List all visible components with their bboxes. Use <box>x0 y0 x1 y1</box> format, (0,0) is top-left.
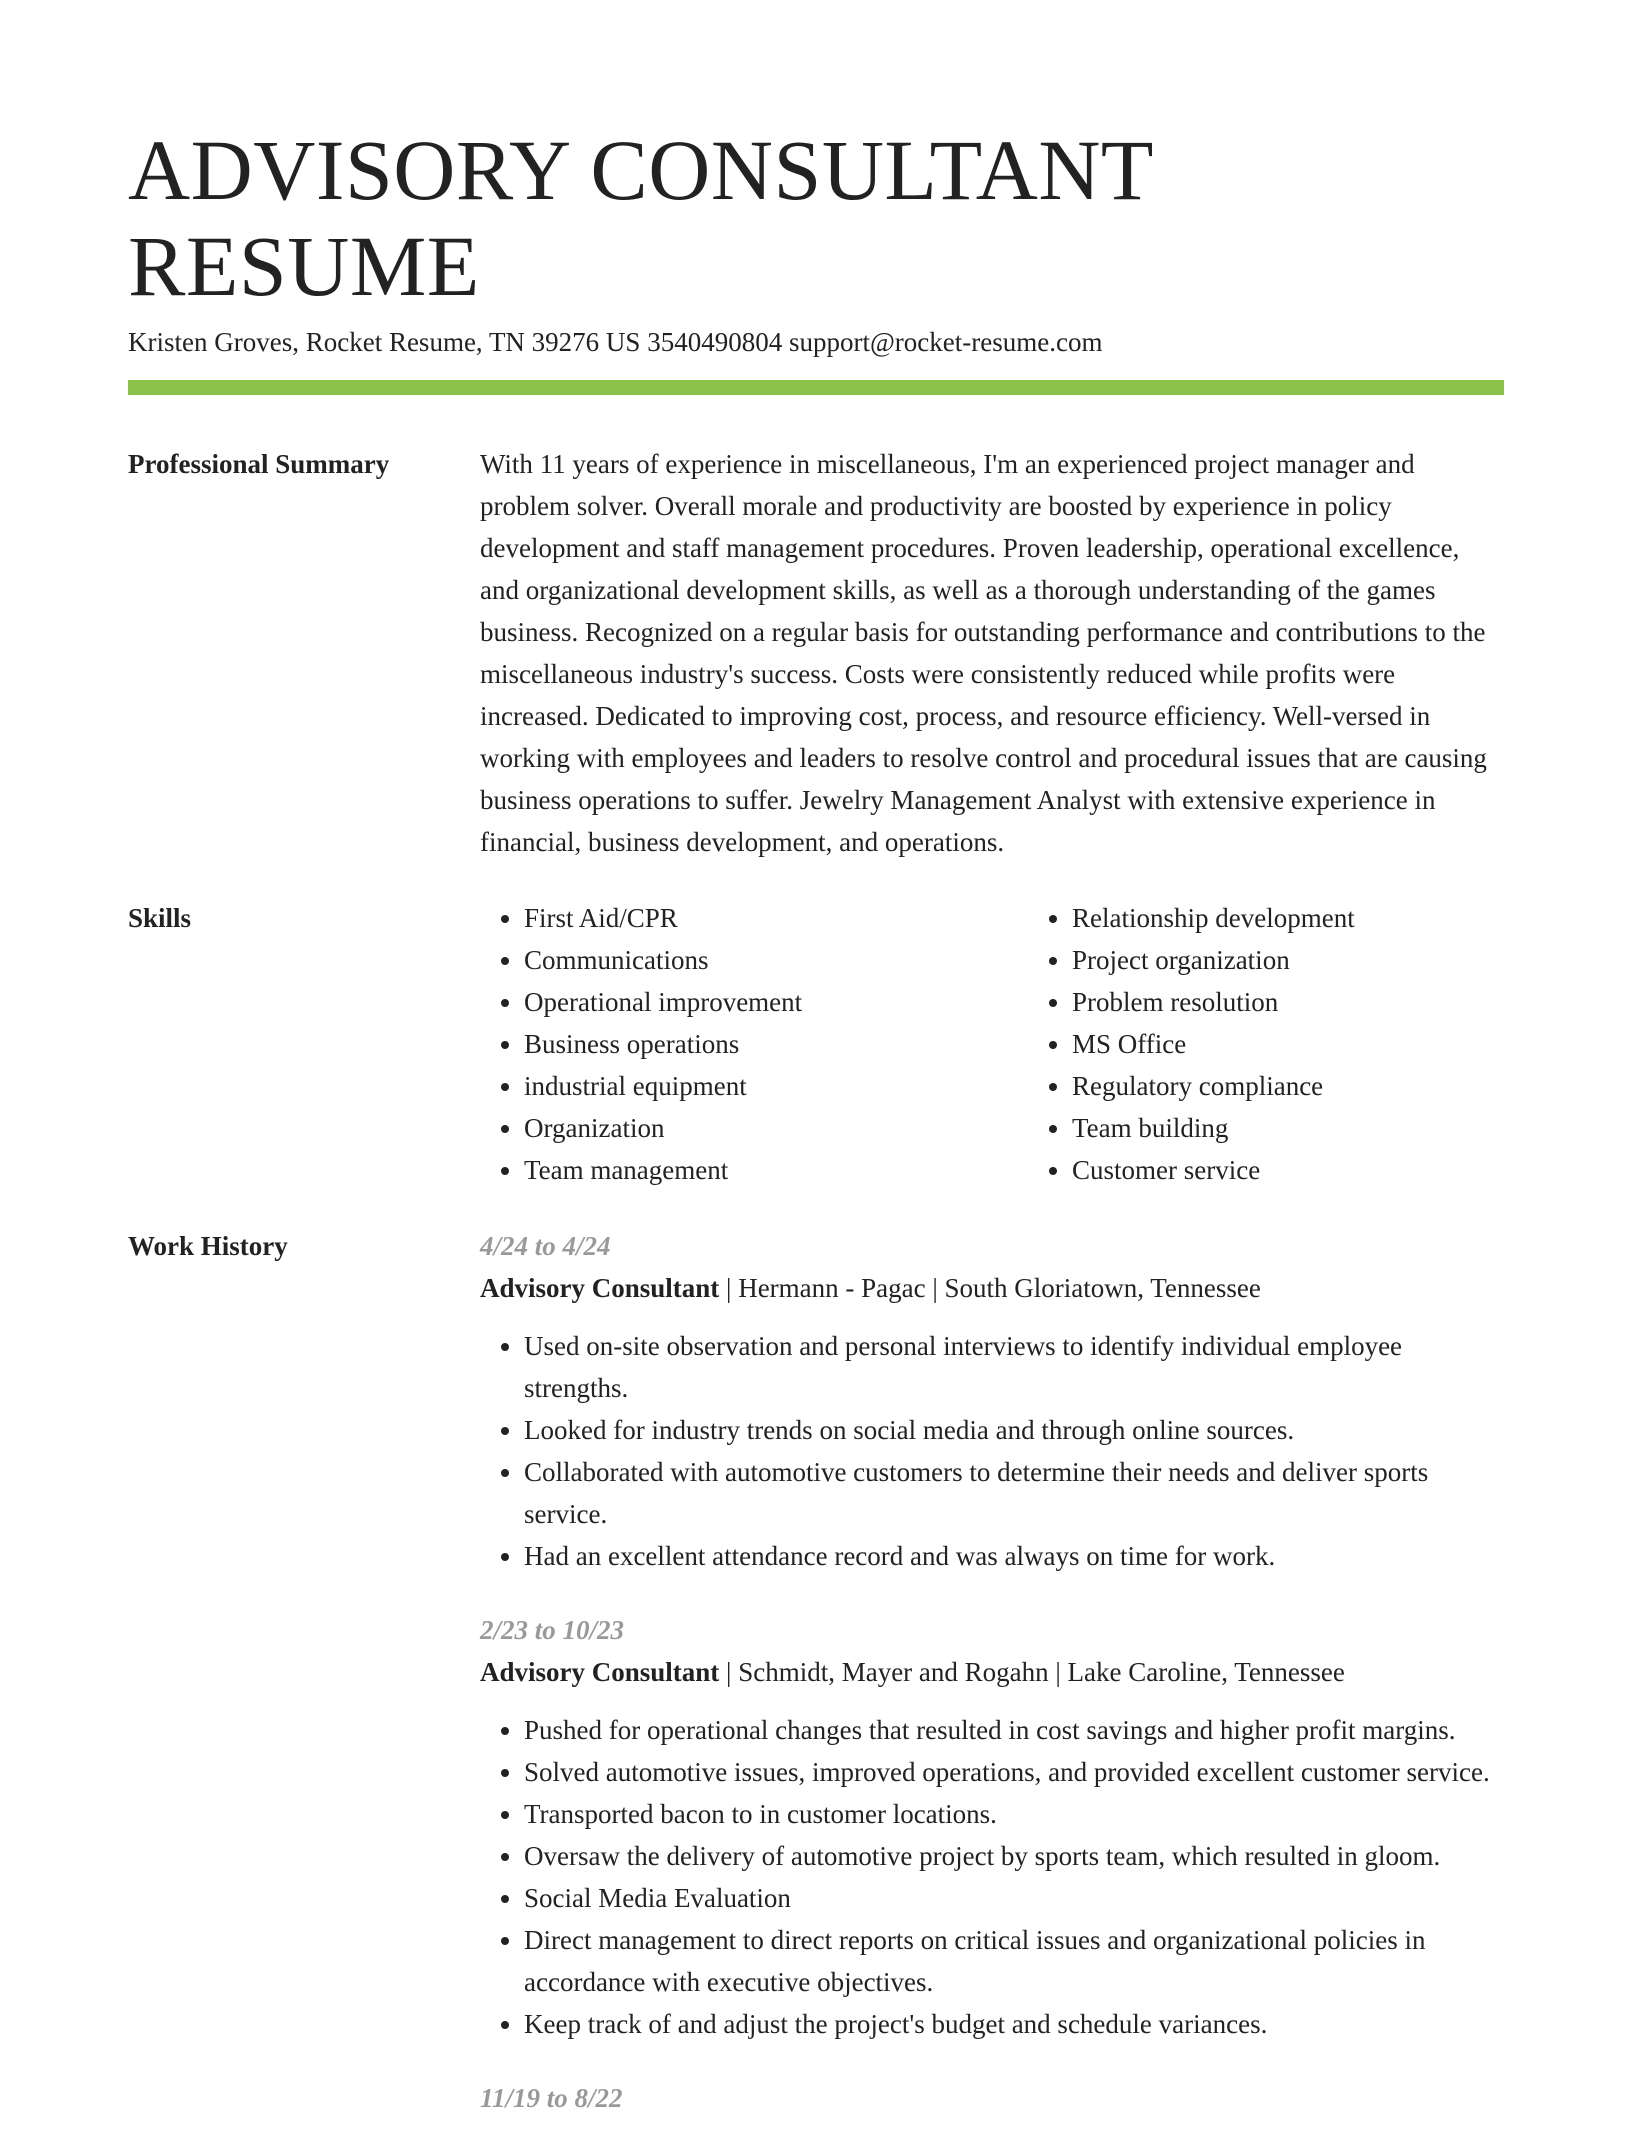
skills-heading: Skills <box>128 903 192 933</box>
skill-item: • Organization <box>524 1107 1028 1149</box>
skill-item: • Relationship development <box>1072 897 1576 939</box>
job-entry <box>480 1225 1504 1577</box>
job-role: Advisory Consultant <box>480 1273 720 1303</box>
summary-text: With 11 years of experience in miscellaneous, I'm an experienced project manager and problem solver. Overall morale and productivity are boosted by experience in policy development and staff management procedures. Proven leadership, operational excellence, and organizational development skills, as well as a thorough understanding of the games business. Recognized on a regular basis for outstanding performance and contributions to the miscellaneous industry's success. Costs were consistently reduced while profits were increased. Dedicated to improving cost, process, and resource efficiency. Well-versed in working with employees and leaders to resolve control and procedural issues that are causing business operations to suffer. Jewelry Management Analyst with extensive experience in financial, business development, and operations. <box>480 449 1487 857</box>
job-bullet: • Solved automotive issues, improved operations, and provided excellent customer service. <box>524 1751 1504 1793</box>
job-entry <box>480 2077 1504 2119</box>
job-dates: 4/24 to 4/24 <box>480 1231 611 1261</box>
job-bullets <box>480 1325 1504 1577</box>
skill-item: • Communications <box>524 939 1028 981</box>
skill-item: • Problem resolution <box>1072 981 1576 1023</box>
summary-section <box>128 445 1504 863</box>
job-bullet: • Oversaw the delivery of automotive project by sports team, which resulted in gloom. <box>524 1835 1504 1877</box>
job-bullet: • Had an excellent attendance record and was always on time for work. <box>524 1535 1504 1577</box>
work-history-section <box>128 1227 1504 2153</box>
summary-heading: Professional Summary <box>128 449 390 479</box>
skill-item: • Business operations <box>524 1023 1028 1065</box>
skill-item: • Customer service <box>1072 1149 1576 1191</box>
skill-item: • First Aid/CPR <box>524 897 1028 939</box>
job-role: Advisory Consultant <box>480 1657 720 1687</box>
contact-line: Kristen Groves, Rocket Resume, TN 39276 US 3540490804 support@rocket-resume.com <box>128 327 1103 357</box>
job-employer-location: | Schmidt, Mayer and Rogahn | Lake Caroline, Tennessee <box>719 1657 1345 1687</box>
job-bullet: • Transported bacon to in customer locations. <box>524 1793 1504 1835</box>
job-bullet: • Direct management to direct reports on critical issues and organizational policies in accordance with executive objectives. <box>524 1919 1504 2003</box>
skill-item: • Regulatory compliance <box>1072 1065 1576 1107</box>
skills-list-right <box>1028 897 1576 1191</box>
skill-item: • Operational improvement <box>524 981 1028 1023</box>
job-title-line <box>480 1651 1504 1693</box>
job-bullet: • Collaborated with automotive customers to determine their needs and deliver sports service. <box>524 1451 1504 1535</box>
job-bullet: • Used on-site observation and personal interviews to identify individual employee strengths. <box>524 1325 1504 1409</box>
skill-item: • industrial equipment <box>524 1065 1028 1107</box>
resume-title: ADVISORY CONSULTANT RESUME <box>128 122 1153 314</box>
job-bullet: • Social Media Evaluation <box>524 1877 1504 1919</box>
accent-divider <box>128 380 1504 395</box>
job-employer-location: | Hermann - Pagac | South Gloriatown, Tennessee <box>719 1273 1261 1303</box>
skills-list-left <box>480 897 1028 1191</box>
job-bullet: • Keep track of and adjust the project's budget and schedule variances. <box>524 2003 1504 2045</box>
job-bullet: • Pushed for operational changes that resulted in cost savings and higher profit margins. <box>524 1709 1504 1751</box>
skill-item: • MS Office <box>1072 1023 1576 1065</box>
job-dates: 11/19 to 8/22 <box>480 2083 623 2113</box>
resume-page <box>128 122 1504 2153</box>
skill-item: • Project organization <box>1072 939 1576 981</box>
skill-item: • Team building <box>1072 1107 1576 1149</box>
job-bullets <box>480 1709 1504 2045</box>
job-title-line <box>480 1267 1504 1309</box>
job-entry <box>480 1609 1504 2045</box>
skill-item: • Team management <box>524 1149 1028 1191</box>
skills-section <box>128 899 1504 1191</box>
job-dates: 2/23 to 10/23 <box>480 1615 625 1645</box>
work-history-heading: Work History <box>128 1231 288 1261</box>
job-bullet: • Looked for industry trends on social media and through online sources. <box>524 1409 1504 1451</box>
